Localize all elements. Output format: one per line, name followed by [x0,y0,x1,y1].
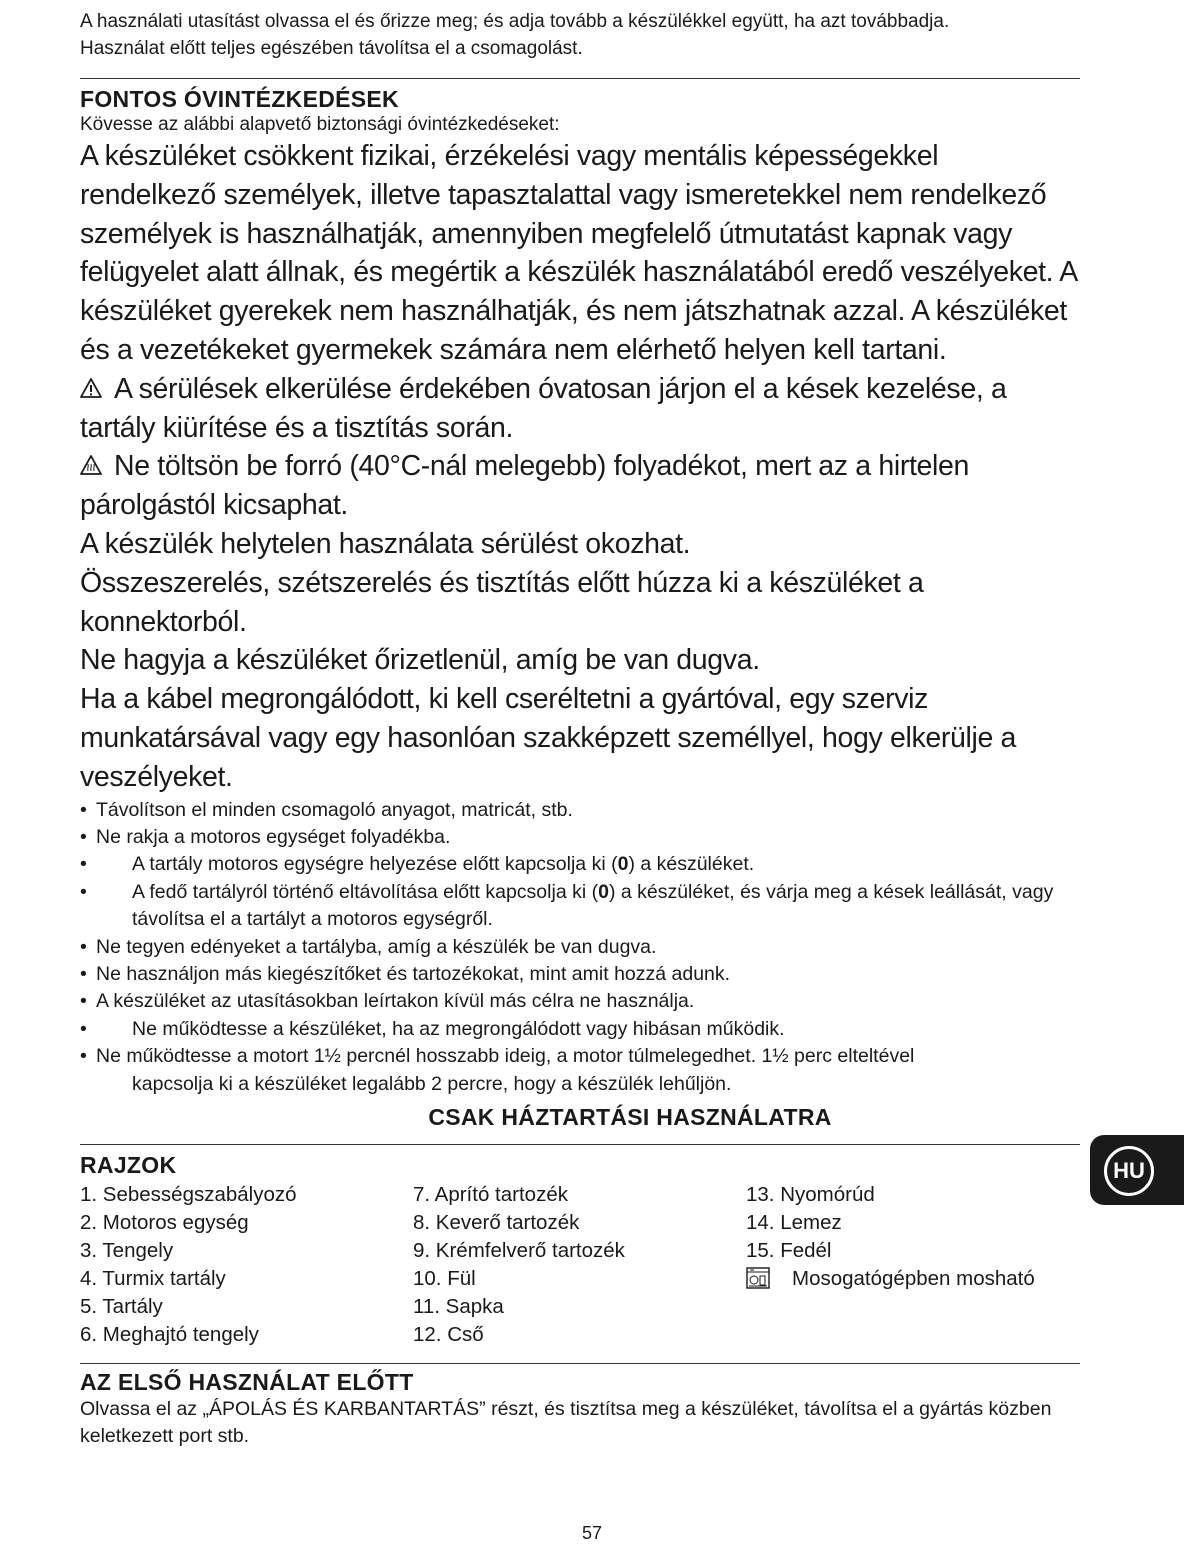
safety-paragraph-4: A készülék helytelen használata sérülést okozhat. [80,527,691,560]
list-item: • Ne tegyen edényeket a tartályba, amíg a készülék be van dugva. [80,935,657,958]
list-item: 11. Sapka [413,1295,504,1319]
list-item: 8. Keverő tartozék [413,1211,580,1235]
list-item: 9. Krémfelverő tartozék [413,1239,625,1263]
parts-column-1 [80,1181,413,1349]
parts-list [80,1181,1080,1349]
safety-paragraph-1: A készüléket csökkent fizikai, érzékelési vagy mentális képességekkel rendelkező személyek, illetve tapasztalattal vagy ismeretekkel nem rendelkező személyek is használhatják, amennyiben megfelelő útmutatást kapnak vagy felügyelet alatt állnak, és megértik a készülék használatából eredő veszélyeket. A készüléket gyerekek nem használhatják, és nem játszhatnak azzal. A készüléket és a vezetékeket gyermekek számára nem elérhető helyen kell tartani. [80,140,1077,366]
safety-paragraph-3 [80,447,1080,525]
list-item: 10. Fül [413,1267,476,1291]
intro [80,8,1080,62]
page-number: 57 [581,1523,603,1543]
hot-surface-warning-icon [80,448,102,470]
first-use-text: Olvassa el az „ÁPOLÁS ÉS KARBANTARTÁS” részt, és tisztítsa meg a készüléket, távolítsa el a gyártás közben keletkezett port stb. [80,1398,1052,1448]
safety-paragraph-6: Ne hagyja a készüléket őrizetlenül, amíg be van dugva. [80,644,760,677]
language-badge [1090,1135,1184,1205]
safety-lead: Kövesse az alábbi alapvető biztonsági óvintézkedéseket: [80,114,560,135]
safety-paragraph-7: Ha a kábel megrongálódott, ki kell cseréltetni a gyártóval, egy szerviz munkatársával vagy egy hasonlóan szakképzett személlyel, hogy elkerülje a veszélyeket. [80,683,1017,793]
list-item: 15. Fedél [746,1239,832,1263]
safety-paragraph-2-text: A sérülések elkerülése érdekében óvatosan járjon el a kések kezelése, a tartály kiürítése és a tisztítás során. [80,372,1007,444]
dishwasher-icon [746,1267,770,1289]
safety-paragraph-5: Összeszerelés, szétszerelés és tisztítás előtt húzza ki a készüléket a konnektorból. [80,566,924,638]
list-item: • Ne rakja a motoros egységet folyadékba. [80,825,451,848]
divider [80,1363,1080,1364]
list-item: 1. Sebességszabályozó [80,1183,297,1207]
list-item: 12. Cső [413,1323,484,1347]
list-item: 5. Tartály [80,1295,163,1319]
safety-paragraph-3-text: Ne töltsön be forró (40°C-nál melegebb) folyadékot, mert az a hirtelen párolgástól kicsaphat. [80,450,970,522]
manual-page [80,8,1080,1450]
list-item: 2. Motoros egység [80,1211,249,1235]
list-item: 4. Turmix tartály [80,1267,226,1291]
list-item: 6. Meghajtó tengely [80,1323,259,1347]
list-item: • A tartály motoros egységre helyezése előtt kapcsolja ki (0) a készüléket. [80,853,755,876]
first-use-text-block [80,1396,1080,1450]
household-use-title: CSAK HÁZTARTÁSI HASZNÁLATRA [428,1104,832,1131]
list-item: • A fedő tartályról történő eltávolítása előtt kapcsolja ki (0) a készüléket, és várja meg a kések leállását, vagy távolítsa el a tartályt a motoros egységről. [80,880,1054,931]
safety-bullet-list [80,797,1080,1098]
list-item: 13. Nyomórúd [746,1183,875,1207]
list-item: • A készüléket az utasításokban leírtakon kívül más célra ne használja. [80,990,695,1013]
list-item: • Ne működtesse a készüléket, ha az megrongálódott vagy hibásan működik. [80,1017,785,1040]
dishwasher-label: Mosogatógépben mosható [792,1267,1035,1291]
drawings-title: RAJZOK [80,1152,177,1179]
parts-column-3 [746,1181,1080,1349]
divider [80,1144,1080,1145]
list-item: • Távolítson el minden csomagoló anyagot, matricát, stb. [80,798,573,821]
dishwasher-safe-legend [746,1265,1080,1293]
list-item: • Ne használjon más kiegészítőket és tartozékokat, mint amit hozzá adunk. [80,962,731,985]
language-badge-label: HU [1104,1146,1154,1196]
safety-main-text [80,137,1080,797]
first-use-title: AZ ELSŐ HASZNÁLAT ELŐTT [80,1369,414,1396]
list-item: 3. Tengely [80,1239,174,1263]
intro-line-1: A használati utasítást olvassa el és őrizze meg; és adja tovább a készülékkel együtt, ha azt továbbadja. [80,11,950,32]
parts-column-2 [413,1181,746,1349]
divider [80,78,1080,79]
list-item: 14. Lemez [746,1211,842,1235]
safety-title: FONTOS ÓVINTÉZKEDÉSEK [80,86,399,112]
list-item: 7. Aprító tartozék [413,1183,568,1207]
safety-paragraph-2 [80,370,1080,448]
intro-line-2: Használat előtt teljes egészében távolítsa el a csomagolást. [80,38,583,59]
list-item: • Ne működtesse a motort 1½ percnél hosszabb ideig, a motor túlmelegedhet. 1½ perc elteltével kapcsolja ki a készüléket legalább 2 percre, hogy a készülék lehűljön. [80,1045,915,1095]
warning-triangle-icon [80,371,102,393]
